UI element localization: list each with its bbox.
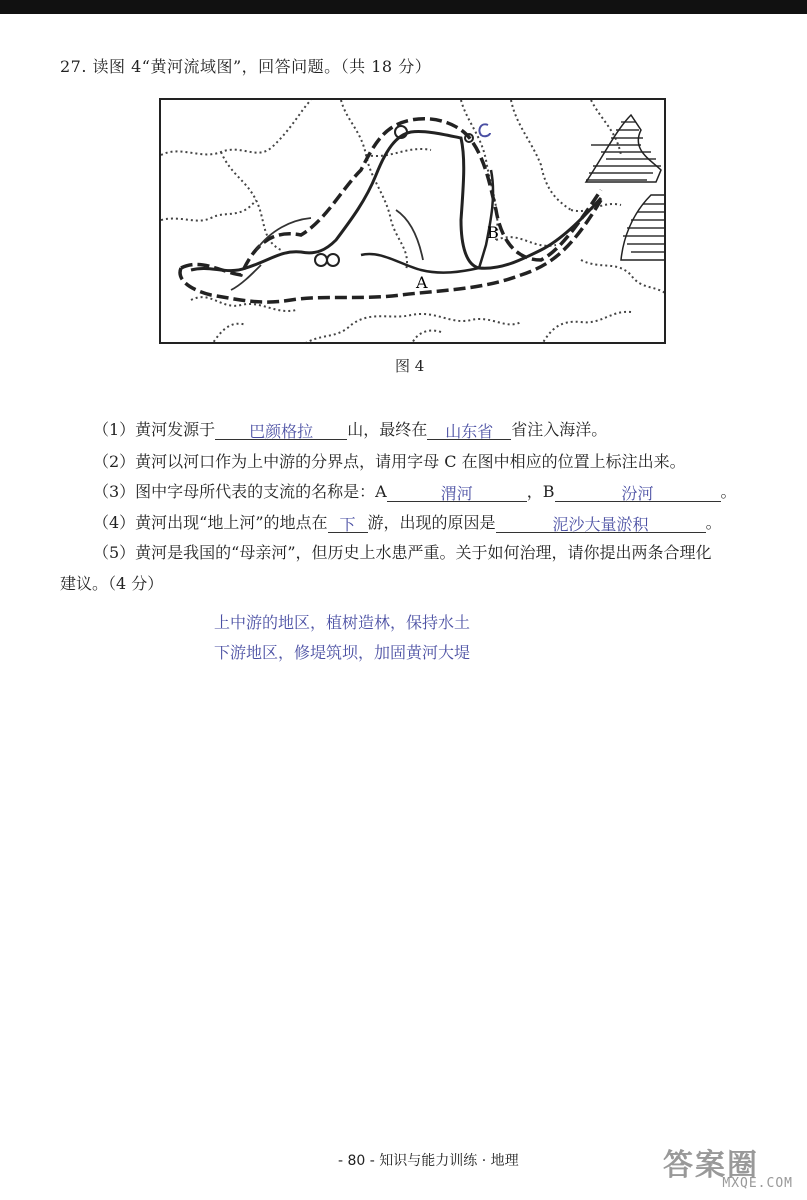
question-title: 27. 读图 4“黄河流域图”，回答问题。（共 18 分） [60, 57, 432, 76]
item-3-blank-1[interactable] [387, 481, 527, 502]
item-3-suffix: 。 [720, 482, 737, 501]
item-1-prefix: （1）黄河发源于 [93, 420, 216, 439]
item-5-answer-line-1: 上中游的地区，植树造林，保持水土 [214, 613, 471, 632]
item-5: （5）黄河是我国的“母亲河”，但历史上水患严重。关于如何治理，请你提出两条合理化 [93, 543, 712, 562]
item-1 [93, 417, 607, 440]
item-1-answer-1: 巴颜格拉 [249, 422, 314, 441]
item-5-continued: 建议。（4 分） [60, 574, 164, 593]
scan-top-edge [0, 0, 807, 14]
map-label-a: A [416, 273, 428, 292]
item-3-mid: ，B [526, 482, 555, 501]
item-4-mid: 游，出现的原因是 [367, 513, 496, 532]
province-boundaries [161, 100, 666, 344]
watermark-logo: 答案圈 [663, 1148, 759, 1183]
item-4-prefix: （4）黄河出现“地上河”的地点在 [93, 513, 328, 532]
sea-hatching [586, 122, 666, 252]
item-4-answer-2: 泥沙大量淤积 [552, 515, 649, 534]
item-4-answer-1: 下 [339, 515, 356, 534]
item-1-blank-1[interactable] [215, 419, 347, 440]
item-4-blank-1[interactable] [328, 512, 368, 533]
map-label-b: B [487, 223, 499, 242]
item-3-answer-1: 渭河 [440, 484, 473, 503]
item-1-suffix: 省注入海洋。 [511, 420, 608, 439]
item-1-blank-2[interactable] [427, 419, 511, 440]
handwritten-c-mark [479, 124, 490, 136]
map-caption: 图 4 [395, 357, 425, 375]
item-4 [93, 510, 722, 533]
item-3-answer-2: 汾河 [621, 484, 654, 503]
item-2: （2）黄河以河口作为上中游的分界点，请用字母 C 在图中相应的位置上标注出来。 [93, 452, 686, 471]
item-3-blank-2[interactable] [555, 481, 721, 502]
item-3-prefix: （3）图中字母所代表的支流的名称是：A [93, 482, 387, 501]
page-footer: - 80 - 知识与能力训练 · 地理 [338, 1153, 519, 1169]
map-drawing [161, 100, 666, 344]
item-5-answer-line-2: 下游地区，修堤筑坝，加固黄河大堤 [214, 643, 471, 662]
watermark-url: MXQE.COM [722, 1176, 793, 1191]
item-4-blank-2[interactable] [496, 512, 706, 533]
item-1-answer-2: 山东省 [445, 422, 494, 441]
item-3 [93, 479, 737, 502]
item-1-mid: 山，最终在 [347, 420, 428, 439]
item-4-suffix: 。 [705, 513, 722, 532]
tributary-a [361, 254, 479, 273]
yellow-river-basin-map [159, 98, 666, 344]
